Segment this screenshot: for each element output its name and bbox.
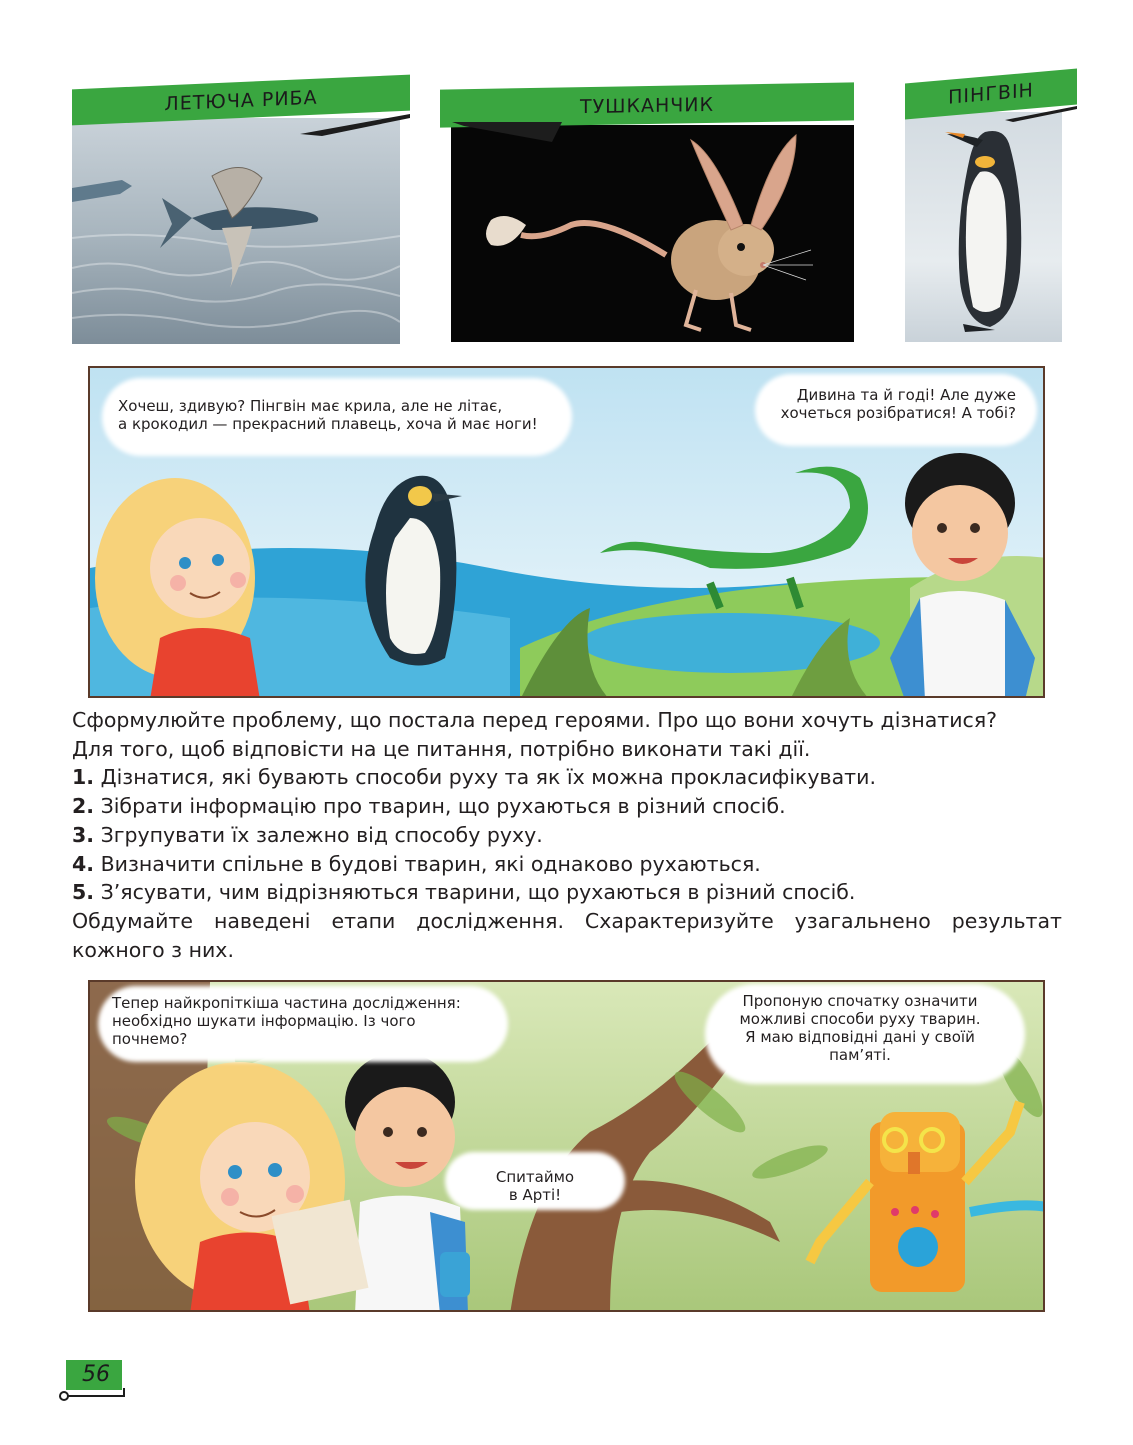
comic-2-speech-right — [720, 992, 1000, 1064]
speech-line: можливі способи руху тварин. — [739, 1010, 981, 1028]
speech-line: пам’яті. — [829, 1046, 891, 1064]
step-item — [72, 821, 1062, 850]
step-number: 4. — [72, 851, 95, 876]
page-number: 56 — [82, 1362, 110, 1387]
outro-line: Обдумайте наведені етапи дослідження. Схарактеризуйте узагальнено результат — [72, 908, 1062, 933]
comic-panel-2 — [88, 980, 1045, 1312]
jerboa-image — [451, 125, 854, 342]
step-text: Згрупувати їх залежно від способу руху. — [100, 822, 543, 847]
penguin-image — [905, 112, 1062, 342]
speech-line: в Арті! — [508, 1186, 562, 1204]
speech-line: необхідно шукати інформацію. Із чого — [112, 1012, 416, 1030]
speech-line: Хочеш, здивую? Пінгвін має крила, але не літає, — [118, 397, 503, 415]
flying-fish-photo — [72, 118, 400, 344]
step-item — [72, 763, 1062, 792]
page-corner-mark — [58, 1384, 128, 1404]
comic-1-speech-left — [118, 397, 578, 433]
step-item — [72, 878, 1062, 907]
step-text: Дізнатися, які бувають способи руху та як їх можна прокласифікувати. — [100, 765, 876, 790]
body-text — [72, 706, 1062, 964]
comic-panel-1 — [88, 366, 1045, 698]
speech-line: а крокодил — прекрасний плавець, хоча й має ноги! — [118, 415, 538, 433]
speech-line: Я маю відповідні дані у своїй — [745, 1028, 975, 1046]
ribbon-fold-2 — [452, 122, 562, 144]
step-number: 2. — [72, 794, 95, 819]
flying-fish-label-text: ЛЕТЮЧА РИБА — [164, 86, 318, 116]
jerboa-label-text: ТУШКАНЧИК — [579, 93, 714, 119]
step-number: 5. — [72, 880, 95, 905]
speech-line: Дивина та й годі! Але дуже — [796, 386, 1016, 404]
intro-line: Для того, щоб відповісти на це питання, потрібно виконати такі дії. — [72, 736, 811, 761]
comic-1-speech-right — [750, 386, 1016, 422]
outro-line: кожного з них. — [72, 937, 234, 962]
speech-line: Пропоную спочатку означити — [742, 992, 978, 1010]
ribbon-fold-1 — [300, 114, 410, 136]
step-number: 3. — [72, 822, 95, 847]
ribbon-fold-3 — [1005, 106, 1077, 122]
step-text: Визначити спільне в будові тварин, які однаково рухаються. — [100, 851, 761, 876]
speech-line: Тепер найкропіткіша частина дослідження: — [112, 994, 461, 1012]
penguin-label-text: ПІНГВІН — [948, 79, 1034, 109]
penguin-photo — [905, 112, 1062, 342]
speech-line: хочеться розібратися! А тобі? — [780, 404, 1016, 422]
comic-2-speech-mid — [475, 1168, 595, 1204]
step-text: Зібрати інформацію про тварин, що рухаються в різний спосіб. — [100, 794, 786, 819]
step-text: З’ясувати, чим відрізняються тварини, що рухаються в різний спосіб. — [100, 880, 856, 905]
step-item — [72, 792, 1062, 821]
step-number: 1. — [72, 765, 95, 790]
speech-line: Спитаймо — [495, 1168, 575, 1186]
step-item — [72, 850, 1062, 879]
jerboa-photo — [451, 125, 854, 342]
comic-2-speech-left — [112, 994, 512, 1048]
speech-line: почнемо? — [112, 1030, 188, 1048]
jerboa-label — [440, 82, 854, 127]
flying-fish-image — [72, 118, 400, 344]
intro-line: Сформулюйте проблему, що постала перед героями. Про що вони хочуть дізнатися? — [72, 708, 998, 732]
